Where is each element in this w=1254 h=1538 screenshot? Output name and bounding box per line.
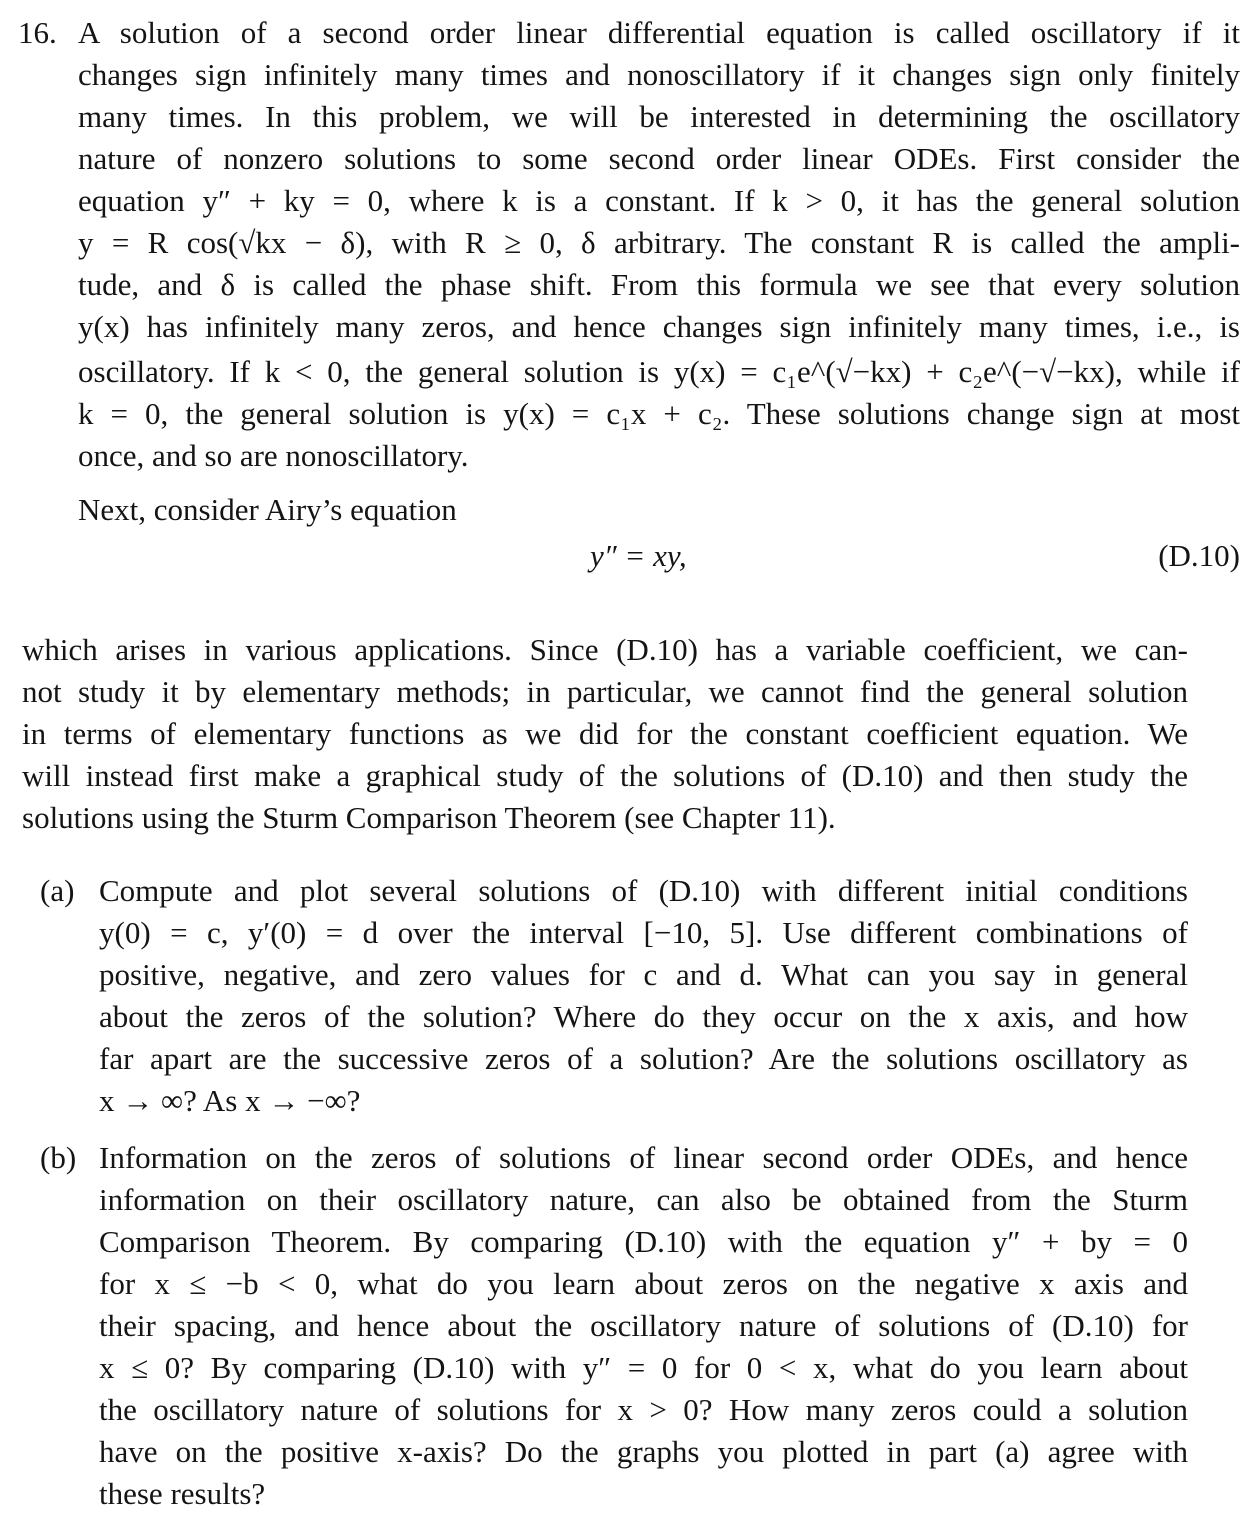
text-line: these results? (99, 1476, 266, 1511)
text-line: Comparison Theorem. By comparing (D.10) with the equation y″ + by = 0 (99, 1224, 1188, 1259)
text-line: about the zeros of the solution? Where do they occur on the x axis, and how (99, 999, 1188, 1034)
text-line: in terms of elementary functions as we did for the constant coefficient equation. We (22, 716, 1188, 751)
text-line: A solution of a second order linear differential equation is called oscillatory if it (78, 15, 1240, 50)
text-line: information on their oscillatory nature, can also be obtained from the Sturm (99, 1182, 1188, 1217)
equation-tag: (D.10) (1158, 538, 1240, 573)
text-line: equation y″ + ky = 0, where k is a constant. If k > 0, it has the general solution (78, 183, 1240, 218)
text-line: k = 0, the general solution is y(x) = c₁x + c₂. These solutions change sign at most (78, 396, 1240, 431)
text-line: once, and so are nonoscillatory. (78, 438, 469, 473)
text-line: Next, consider Airy’s equation (78, 492, 457, 527)
part-b-label: (b) (40, 1140, 77, 1175)
text-line: tude, and δ is called the phase shift. From this formula we see that every solution (78, 267, 1240, 302)
text-line: oscillatory. If k < 0, the general solution is y(x) = c₁e^(√−kx) + c₂e^(−√−kx), while if (78, 354, 1240, 389)
text-line: their spacing, and hence about the oscillatory nature of solutions of (D.10) for (99, 1308, 1188, 1343)
text-line: nature of nonzero solutions to some second order linear ODEs. First consider the (78, 141, 1240, 176)
text-line: x ≤ 0? By comparing (D.10) with y″ = 0 for 0 < x, what do you learn about (99, 1350, 1188, 1385)
text-line: which arises in various applications. Since (D.10) has a variable coefficient, we can- (22, 632, 1188, 667)
airy-equation: y″ = xy, (590, 538, 687, 573)
text-line: not study it by elementary methods; in particular, we cannot find the general solution (22, 674, 1188, 709)
text-line: for x ≤ −b < 0, what do you learn about zeros on the negative x axis and (99, 1266, 1188, 1301)
text-line: y(x) has infinitely many zeros, and hence changes sign infinitely many times, i.e., is (78, 309, 1240, 344)
text-line: Compute and plot several solutions of (D.10) with different initial conditions (99, 873, 1188, 908)
text-line: x → ∞? As x → −∞? (99, 1083, 361, 1118)
text-line: y(0) = c, y′(0) = d over the interval [−10, 5]. Use different combinations of (99, 915, 1188, 950)
part-a-label: (a) (40, 873, 75, 908)
text-line: have on the positive x-axis? Do the graphs you plotted in part (a) agree with (99, 1434, 1188, 1469)
problem-number: 16. (18, 15, 57, 50)
text-line: y = R cos(√kx − δ), with R ≥ 0, δ arbitrary. The constant R is called the ampli- (78, 225, 1240, 260)
text-line: positive, negative, and zero values for c and d. What can you say in general (99, 957, 1188, 992)
text-line: solutions using the Sturm Comparison Theorem (see Chapter 11). (22, 800, 836, 835)
text-line: changes sign infinitely many times and nonoscillatory if it changes sign only finitely (78, 57, 1240, 92)
text-line: far apart are the successive zeros of a solution? Are the solutions oscillatory as (99, 1041, 1188, 1076)
text-line: many times. In this problem, we will be interested in determining the oscillatory (78, 99, 1240, 134)
text-line: the oscillatory nature of solutions for x > 0? How many zeros could a solution (99, 1392, 1188, 1427)
text-line: Information on the zeros of solutions of linear second order ODEs, and hence (99, 1140, 1188, 1175)
text-line: will instead first make a graphical study of the solutions of (D.10) and then study the (22, 758, 1188, 793)
